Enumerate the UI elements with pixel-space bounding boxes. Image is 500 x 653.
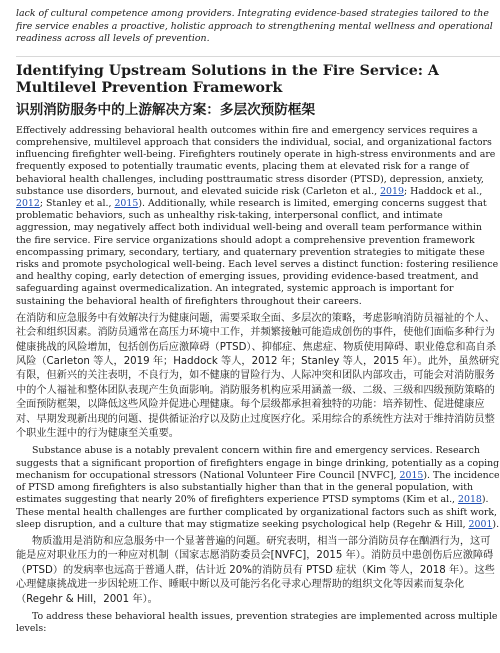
paragraph-3-en: To address these behavioral health issues, prevention strategies are implemented across multiple levels:: [16, 610, 498, 635]
section-heading-en: Identifying Upstream Solutions in the Fire Service: A Multilevel Prevention Framework: [16, 62, 439, 96]
citation-link-haddock-2012[interactable]: 2012: [16, 198, 40, 209]
citation-link-nvfc-2015[interactable]: 2015: [399, 469, 424, 481]
paragraph-2-zh: 物质滥用是消防和应急服务中一个显著普遍的问题。研究表明，相当一部分消防员存在酗酒行为，这可能是应对职业压力的一种应对机制（国家志愿消防委员会[NVFC]，2015 年）。消防员中患创伤后应激障碍（PTSD）的发病率也远高于普通人群，估计近 20%的消防员有 PTSD 症状（Kim 等人，2018 年）。这些心理健康挑战进一步因轮班工作、睡眠中断以及可能污名化寻求心理帮助的组织文化等因素而复杂化（Regehr & Hill，2001 年）。: [16, 535, 495, 605]
citation-link-kim-2018[interactable]: 2018: [458, 494, 482, 506]
citation-link-carleton-2019[interactable]: 2019: [380, 185, 404, 197]
para1-text-4: ). Additionally, while research is limited, emerging concerns suggest that problematic behaviors, such as unhealthy risk-taking, interpersonal conflict, and intimate aggression, may negatively affect both individual well-being and overall team performance within the fire service. Fire service organizations should adopt a comprehensive prevention framework encompassing primary, secondary, tertiary, and quaternary prevention strategies to mitigate these risks and promote psychological well-being. Each level serves a distinct function: fostering resilience and healthy coping, early detection of emerging issues, providing evidence-based treatment, and safeguarding against overmedicalization. An integrated, systemic approach is important for sustaining the behavioral health of firefighters throughout their careers.: [16, 198, 499, 307]
section-heading-zh: 识别消防服务中的上游解决方案：多层次预防框架: [16, 101, 316, 118]
paragraph-1-zh: 在消防和应急服务中有效解决行为健康问题，需要采取全面、多层次的策略，考虑影响消防员福祉的个人、社会和组织因素。消防员通常在高压力环境中工作，并频繁接触可能造成创伤的事件，使他们面临多种行为健康挑战的风险增加，包括创伤后应激障碍（PTSD）、抑郁症、焦虑症、物质使用障碍、职业倦怠和高自杀风险（Carleton 等人，2019 年；Haddock 等人，2012 年；Stanley 等人，2015 年）。此外，虽然研究有限，但新兴的关注表明，不良行为，如不健康的冒险行为、人际冲突和团队内部攻击，可能会对消防服务中的个人福祉和整体团队表现产生负面影响。消防服务机构应采用涵盖一级、二级、三级和四级预防策略的全面预防框架，以降低这些风险并促进心理健康。每个层级都承担着独特的功能：培养韧性、促进健康应对、早期发现新出现的问题、提供循证治疗以及防止过度医疗化。采用综合的系统性方法对于维持消防员整个职业生涯中的行为健康至关重要。: [16, 312, 500, 440]
paragraph-1-en: [16, 125, 500, 308]
para1-text-2: ; Haddock et al.,: [403, 185, 483, 197]
intro-text: lack of cultural competence among providers. Integrating evidence-based strategies tailored to the fire service enables a proactive, holistic approach to strengthening mental wellness and operational readiness across all levels of prevention.: [16, 8, 493, 45]
para2-text-1: Substance abuse is a notably prevalent concern within fire and emergency services. Research suggests that a significant proportion of firefighters engage in binge drinking, potentially as a coping mechanism for occupational stressors (National Volunteer Fire Council [NVFC],: [16, 445, 500, 481]
para1-text-1: Effectively addressing behavioral health outcomes within fire and emergency services requires a comprehensive, multilevel approach that considers the individual, social, and organizational factors influencing firefighter well-being. Firefighters routinely operate in high-stress environments and are frequently exposed to potentially traumatic events, placing them at elevated risk for a range of behavioral health challenges, including posttraumatic stress disorder (PTSD), depression, anxiety, substance use disorders, burnout, and elevated suicide risk (Carleton et al.,: [16, 124, 496, 197]
para2-text-4: ).: [492, 518, 500, 530]
paragraph-2-en: [16, 445, 500, 530]
para2-text-3: ). These mental health challenges are further complicated by organizational factors such as shift work, sleep disruption, and a culture that may stigmatize seeking psychological help (Regehr & Hill,: [16, 494, 498, 530]
section-divider: [16, 56, 500, 57]
para1-text-3: ; Stanley et al.,: [39, 198, 115, 209]
citation-link-regehr-2001[interactable]: 2001: [468, 518, 493, 530]
citation-link-stanley-2015[interactable]: 2015: [114, 198, 139, 209]
para2-text-2: ). The incidence of PTSD among firefighters is also substantially higher than that in the general population, with estimates suggesting that nearly 20% of firefighters experience PTSD symptoms (Kim et al.,: [16, 469, 500, 506]
